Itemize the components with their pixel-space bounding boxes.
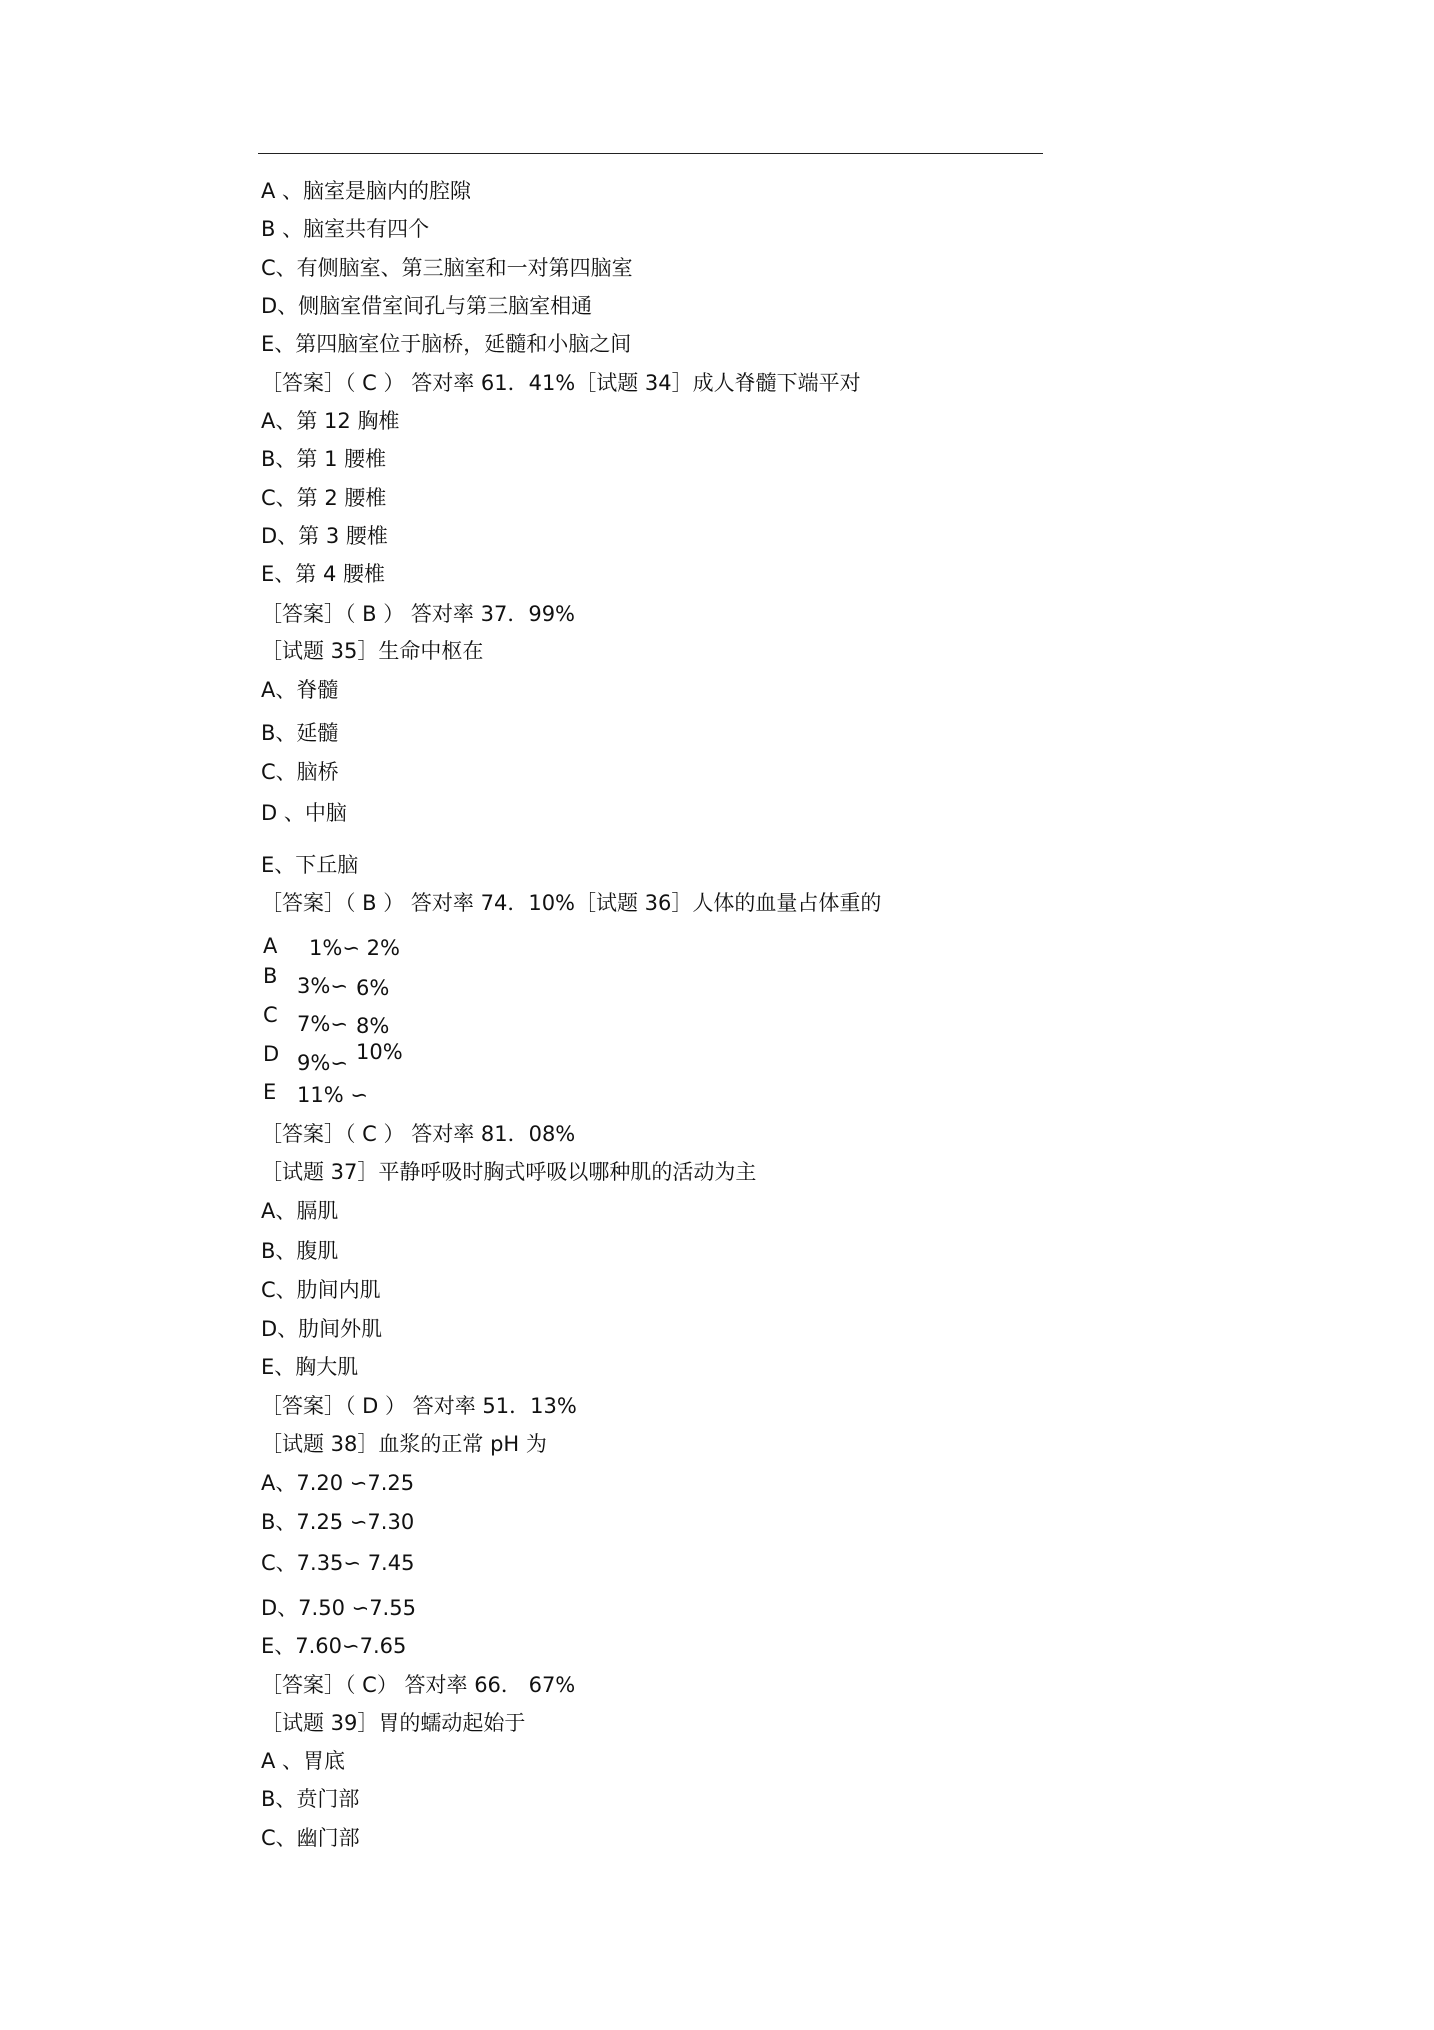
- q36-option-value-c2: 8%: [356, 1014, 390, 1038]
- q38-option-e: E、7.60∽7.65: [261, 1634, 407, 1658]
- q37-option-d: D、肋间外肌: [261, 1317, 383, 1341]
- q36-option-letter-e: E: [263, 1080, 277, 1104]
- q36-answer: ［答案］（ C ） 答对率 81．08%: [261, 1122, 576, 1146]
- q39-option-a: A 、胃底: [261, 1749, 346, 1773]
- q34-option-b: B、第 1 腰椎: [261, 447, 387, 471]
- q36-option-letter-a: A: [263, 934, 278, 958]
- q36-option-value-d2: 10%: [356, 1040, 403, 1064]
- q33-option-d: D、侧脑室借室间孔与第三脑室相通: [261, 294, 593, 318]
- q33-answer-q34-stem: ［答案］（ C ） 答对率 61．41%［试题 34］成人脊髓下端平对: [261, 371, 861, 395]
- q36-option-letter-b: B: [263, 964, 278, 988]
- q38-answer: ［答案］（ C） 答对率 66． 67%: [261, 1673, 576, 1697]
- q35-option-e: E、下丘脑: [261, 853, 359, 877]
- q38-option-b: B、7.25 ∽7.30: [261, 1510, 415, 1534]
- q36-option-letter-c: C: [263, 1003, 278, 1027]
- q34-option-a: A、第 12 胸椎: [261, 409, 400, 433]
- q34-answer: ［答案］（ B ） 答对率 37．99%: [261, 602, 576, 626]
- q39-stem: ［试题 39］胃的蠕动起始于: [261, 1711, 526, 1735]
- q33-option-e: E、第四脑室位于脑桥，延髓和小脑之间: [261, 332, 632, 356]
- q38-option-c: C、7.35∽ 7.45: [261, 1551, 415, 1575]
- q36-option-value-e: 11% ∽: [297, 1083, 368, 1107]
- q36-option-value-d1: 9%∽: [297, 1051, 348, 1075]
- q34-option-e: E、第 4 腰椎: [261, 562, 385, 586]
- q35-option-a: A、脊髓: [261, 678, 339, 702]
- q33-option-b: B 、脑室共有四个: [261, 217, 430, 241]
- q39-option-b: B、贲门部: [261, 1787, 360, 1811]
- q37-stem: ［试题 37］平静呼吸时胸式呼吸以哪种肌的活动为主: [261, 1160, 757, 1184]
- header-divider: [258, 153, 1043, 154]
- q38-stem: ［试题 38］血浆的正常 pH 为: [261, 1432, 547, 1456]
- q35-option-c: C、脑桥: [261, 760, 339, 784]
- q37-option-e: E、胸大肌: [261, 1355, 359, 1379]
- q36-option-value-b1: 3%∽: [297, 974, 348, 998]
- q33-option-a: A 、脑室是脑内的腔隙: [261, 179, 472, 203]
- q36-option-value-c1: 7%∽: [297, 1012, 348, 1036]
- q34-option-c: C、第 2 腰椎: [261, 486, 387, 510]
- q35-stem: ［试题 35］生命中枢在: [261, 639, 484, 663]
- q35-option-b: B、延髓: [261, 721, 339, 745]
- q35-option-d: D 、中脑: [261, 801, 347, 825]
- q36-option-value-a: 1%∽ 2%: [309, 936, 400, 960]
- q36-option-value-b2: 6%: [356, 976, 390, 1000]
- q38-option-a: A、7.20 ∽7.25: [261, 1471, 415, 1495]
- q38-option-d: D、7.50 ∽7.55: [261, 1596, 416, 1620]
- q33-option-c: C、有侧脑室、第三脑室和一对第四脑室: [261, 256, 633, 280]
- q36-option-letter-d: D: [263, 1042, 280, 1066]
- q37-option-a: A、膈肌: [261, 1199, 339, 1223]
- q35-answer-q36-stem: ［答案］（ B ） 答对率 74．10%［试题 36］人体的血量占体重的: [261, 891, 882, 915]
- q37-answer: ［答案］（ D ） 答对率 51．13%: [261, 1394, 577, 1418]
- q37-option-b: B、腹肌: [261, 1239, 339, 1263]
- q39-option-c: C、幽门部: [261, 1826, 360, 1850]
- q34-option-d: D、第 3 腰椎: [261, 524, 388, 548]
- q37-option-c: C、肋间内肌: [261, 1278, 381, 1302]
